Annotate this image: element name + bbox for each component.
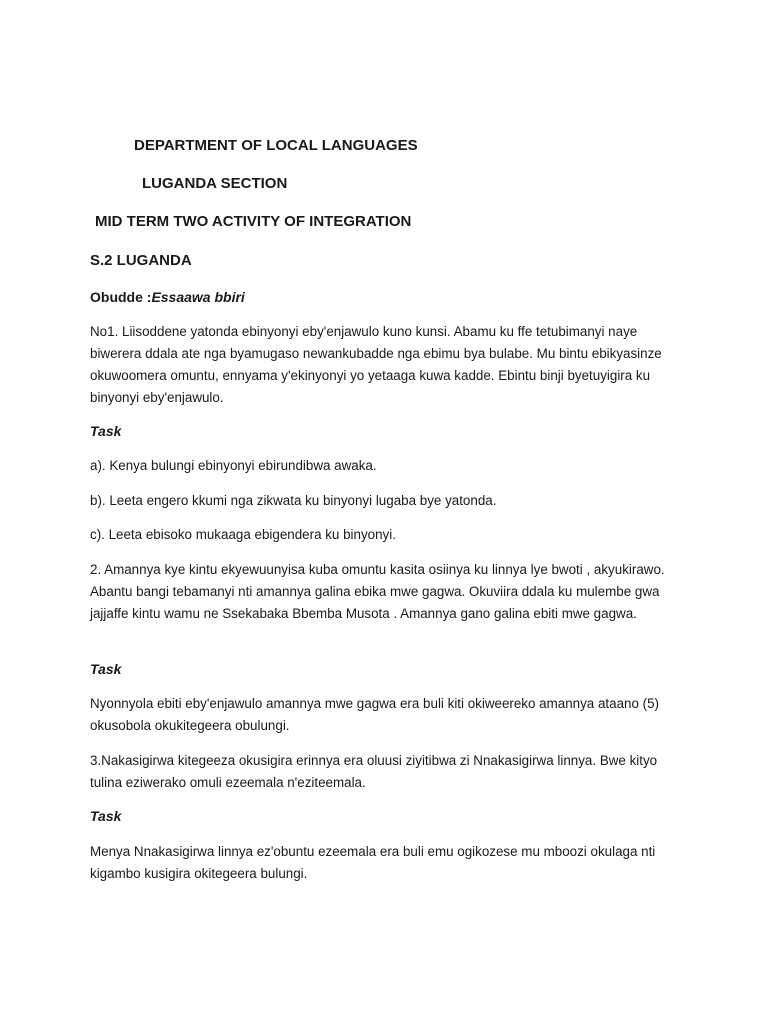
duration-line [90,289,245,305]
duration-value: Essaawa bbiri [151,289,245,305]
task-1a: a). Kenya bulungi ebinyonyi ebirundibwa awaka. [90,458,377,473]
duration-label: Obudde : [90,289,152,305]
task-3: Menya Nnakasigirwa linnya ez'obuntu ezeemala era buli emu ogikozese mu mboozi okulaga nti kigambo kusigira okitegeera bulungi. [90,844,656,881]
scenario-3: 3.Nakasigirwa kitegeeza okusigira erinnya era oluusi ziyitibwa zi Nnakasigirwa linnya. Bwe kityo tulina eziwerako omuli ezeemala n'eziteemala. [90,753,658,790]
task-label-2: Task [90,661,122,677]
scenario-1: No1. Liisoddene yatonda ebinyonyi eby'enjawulo kuno kunsi. Abamu ku ffe tetubimanyi naye biwerera ddala ate nga byamugaso newankubadde nga ebimu bya bulabe. Mu bintu ebikyasinze okuwoomera omuntu, ennyama y'ekinyonyi yo yetaaga kuwa kadde. Ebintu binji byetuyigira ku binyonyi eby'enjawulo. [90,324,662,405]
class-subject-heading: S.2 LUGANDA [90,252,192,269]
task-label-1: Task [90,423,122,439]
scenario-2: 2. Amannya kye kintu ekyewuunyisa kuba omuntu kasita osiinya ku linnya lye bwoti , akyukirawo. Abantu bangi tebamanyi nti amannya galina ebika mwe gagwa. Okuviira ddala ku mulembe gwa jajjaffe kintu wamu ne Ssekabaka Bbemba Musota . Amannya gano galina ebiti mwe gagwa. [90,562,665,621]
task-label-3: Task [90,808,122,824]
department-heading: DEPARTMENT OF LOCAL LANGUAGES [134,137,418,154]
section-heading: LUGANDA SECTION [142,175,288,192]
task-1c: c). Leeta ebisoko mukaaga ebigendera ku binyonyi. [90,527,396,542]
exam-title: MID TERM TWO ACTIVITY OF INTEGRATION [95,213,412,230]
task-1b: b). Leeta engero kkumi nga zikwata ku binyonyi lugaba bye yatonda. [90,493,497,508]
task-2: Nyonnyola ebiti eby'enjawulo amannya mwe gagwa era buli kiti okiweereko amannya ataano (5) okusobola okukitegeera obulungi. [90,696,660,733]
